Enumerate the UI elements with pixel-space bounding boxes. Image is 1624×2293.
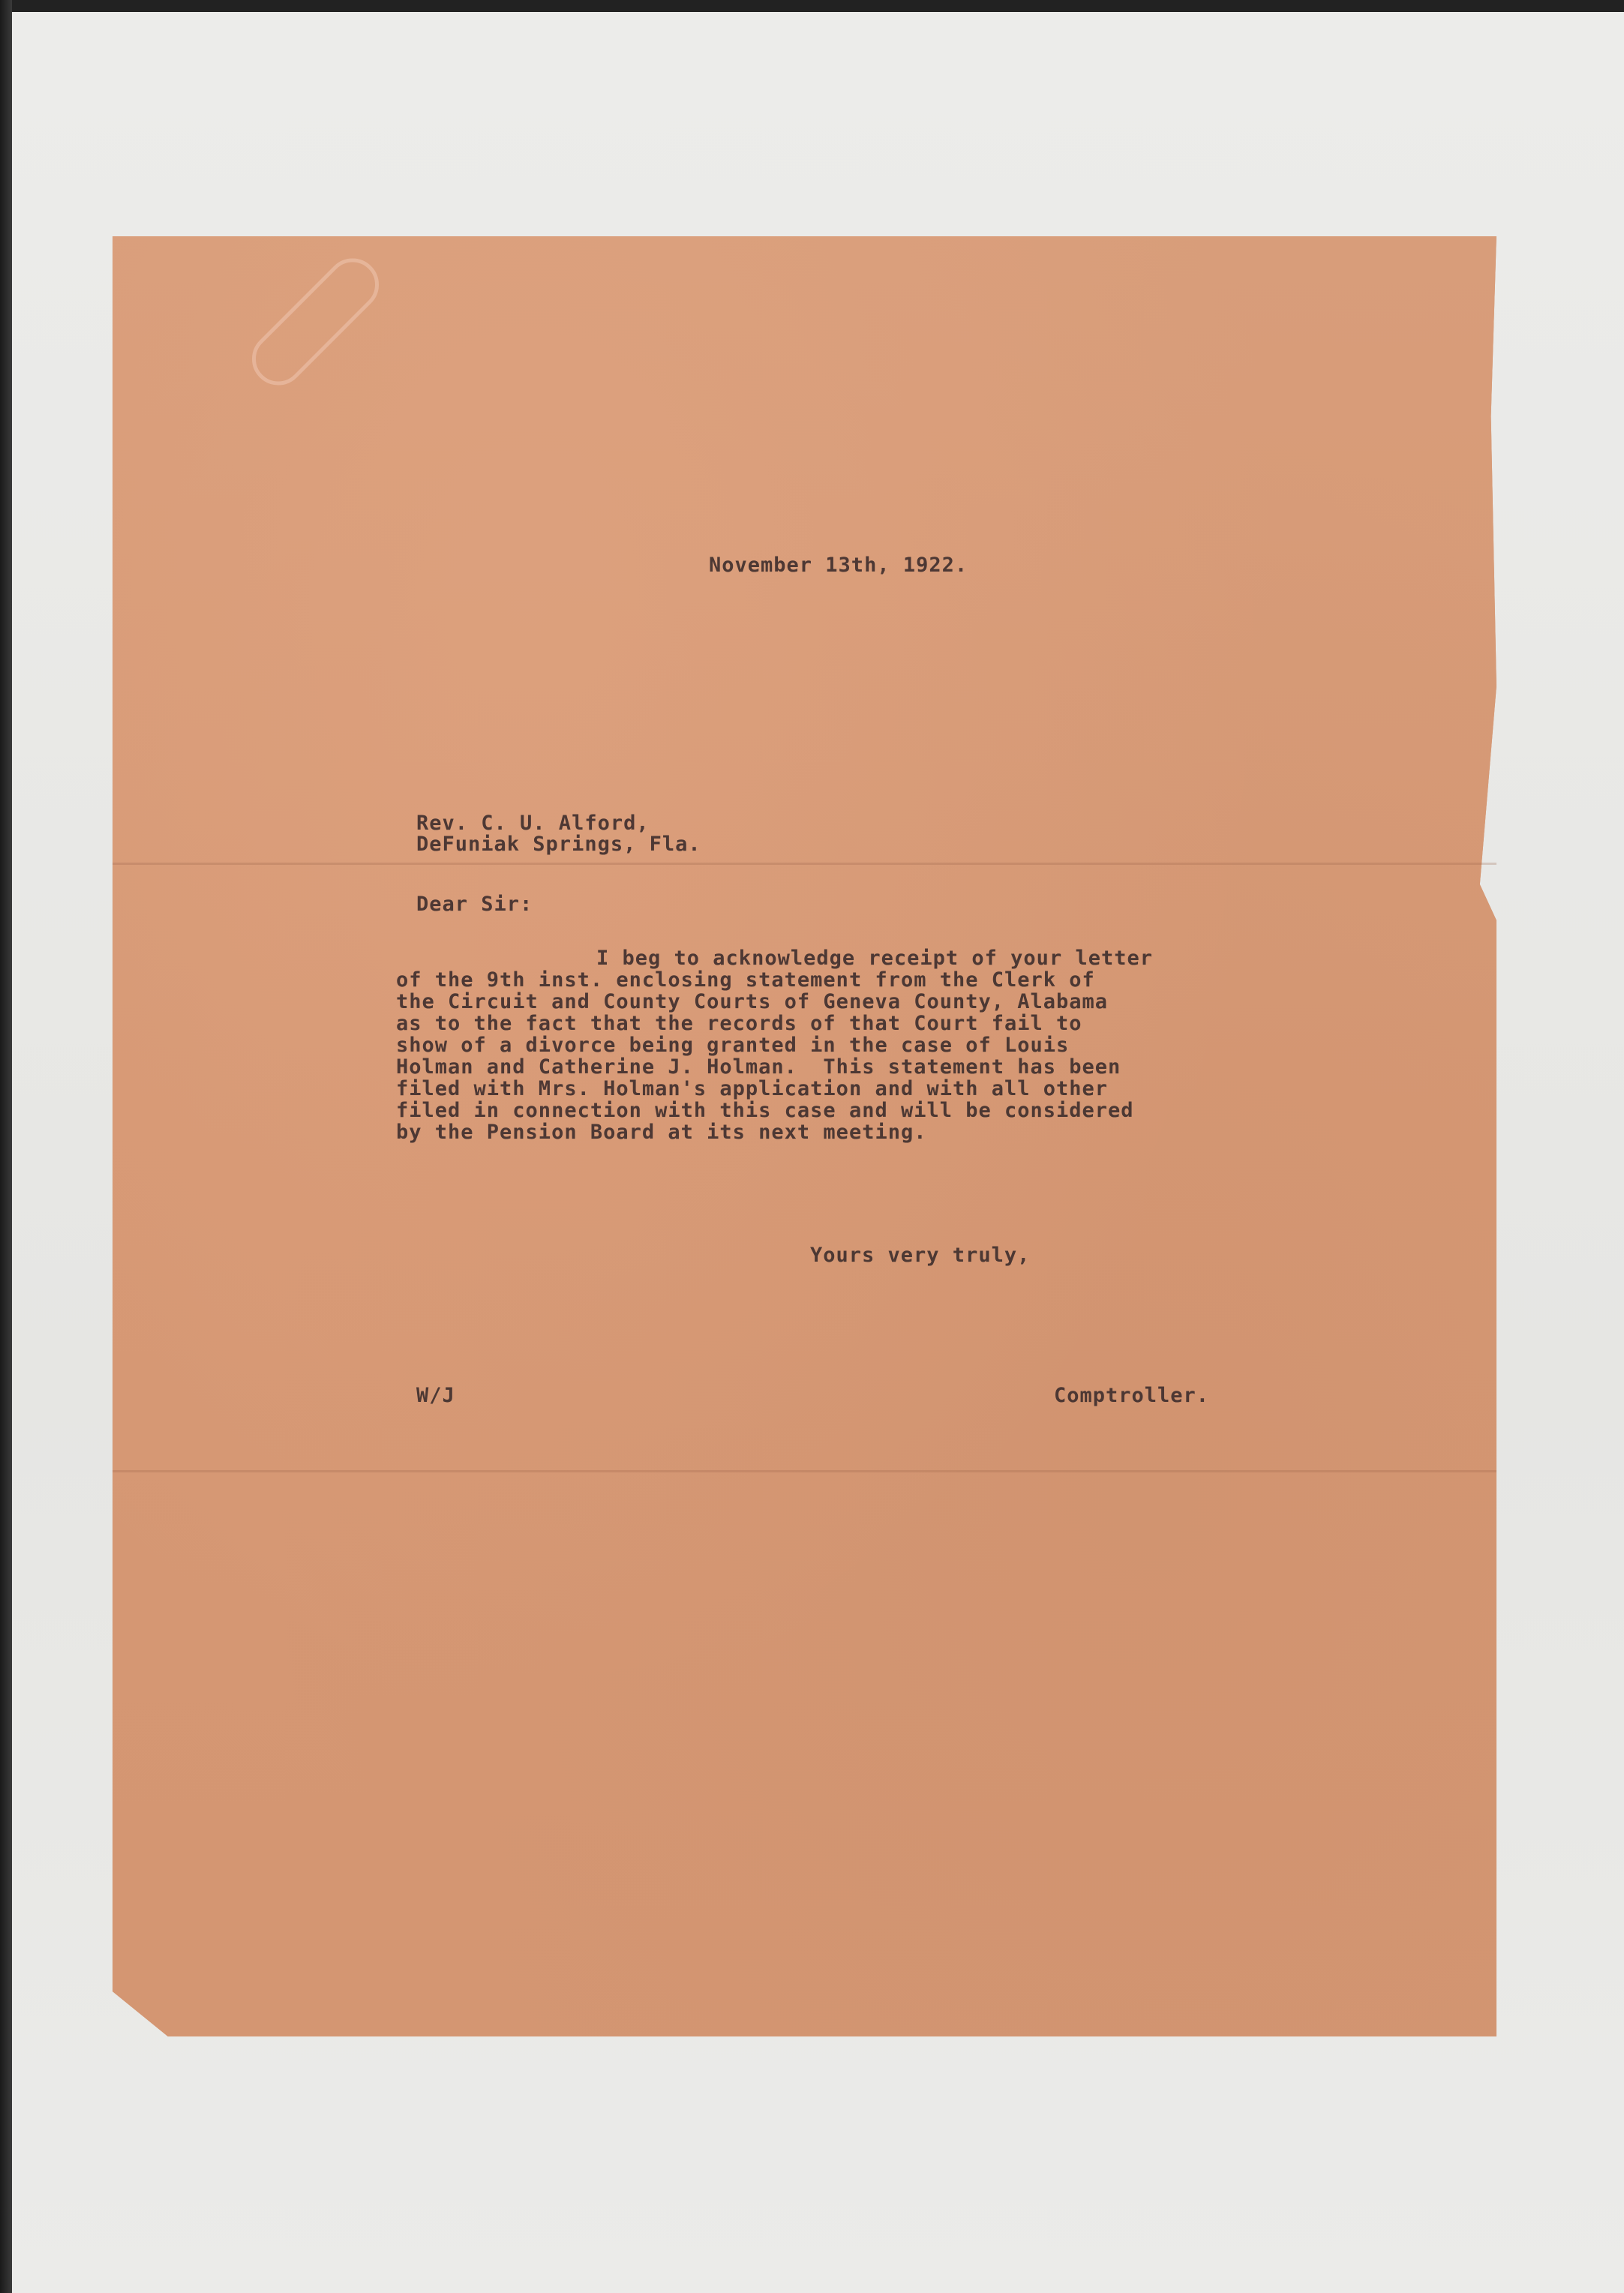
body-line: the Circuit and County Courts of Geneva County, Alabama xyxy=(396,990,1109,1013)
fold-line xyxy=(113,1470,1496,1472)
body-line: filed in connection with this case and will be considered xyxy=(396,1099,1134,1122)
body-line: Holman and Catherine J. Holman. This statement has been xyxy=(396,1055,1121,1079)
scan-border-left xyxy=(0,0,12,2293)
body-line: show of a divorce being granted in the case of Louis xyxy=(396,1034,1070,1057)
body-line: I beg to acknowledge receipt of your letter xyxy=(596,947,1153,970)
body-line: by the Pension Board at its next meeting. xyxy=(396,1121,927,1144)
closing: Yours very truly, xyxy=(810,1244,1031,1267)
signature-title: Comptroller. xyxy=(1054,1384,1210,1407)
scan-border-top xyxy=(0,0,1624,12)
recipient-name: Rev. C. U. Alford, xyxy=(416,812,650,835)
body-line: as to the fact that the records of that Court fail to xyxy=(396,1012,1082,1035)
fold-line xyxy=(113,863,1496,865)
body-line: filed with Mrs. Holman's application and with all other xyxy=(396,1077,1109,1100)
body-line: of the 9th inst. enclosing statement from the Clerk of xyxy=(396,968,1095,992)
salutation: Dear Sir: xyxy=(416,893,533,916)
letter-date: November 13th, 1922. xyxy=(709,554,968,577)
typist-initials: W/J xyxy=(416,1384,455,1407)
recipient-address: DeFuniak Springs, Fla. xyxy=(416,833,701,856)
